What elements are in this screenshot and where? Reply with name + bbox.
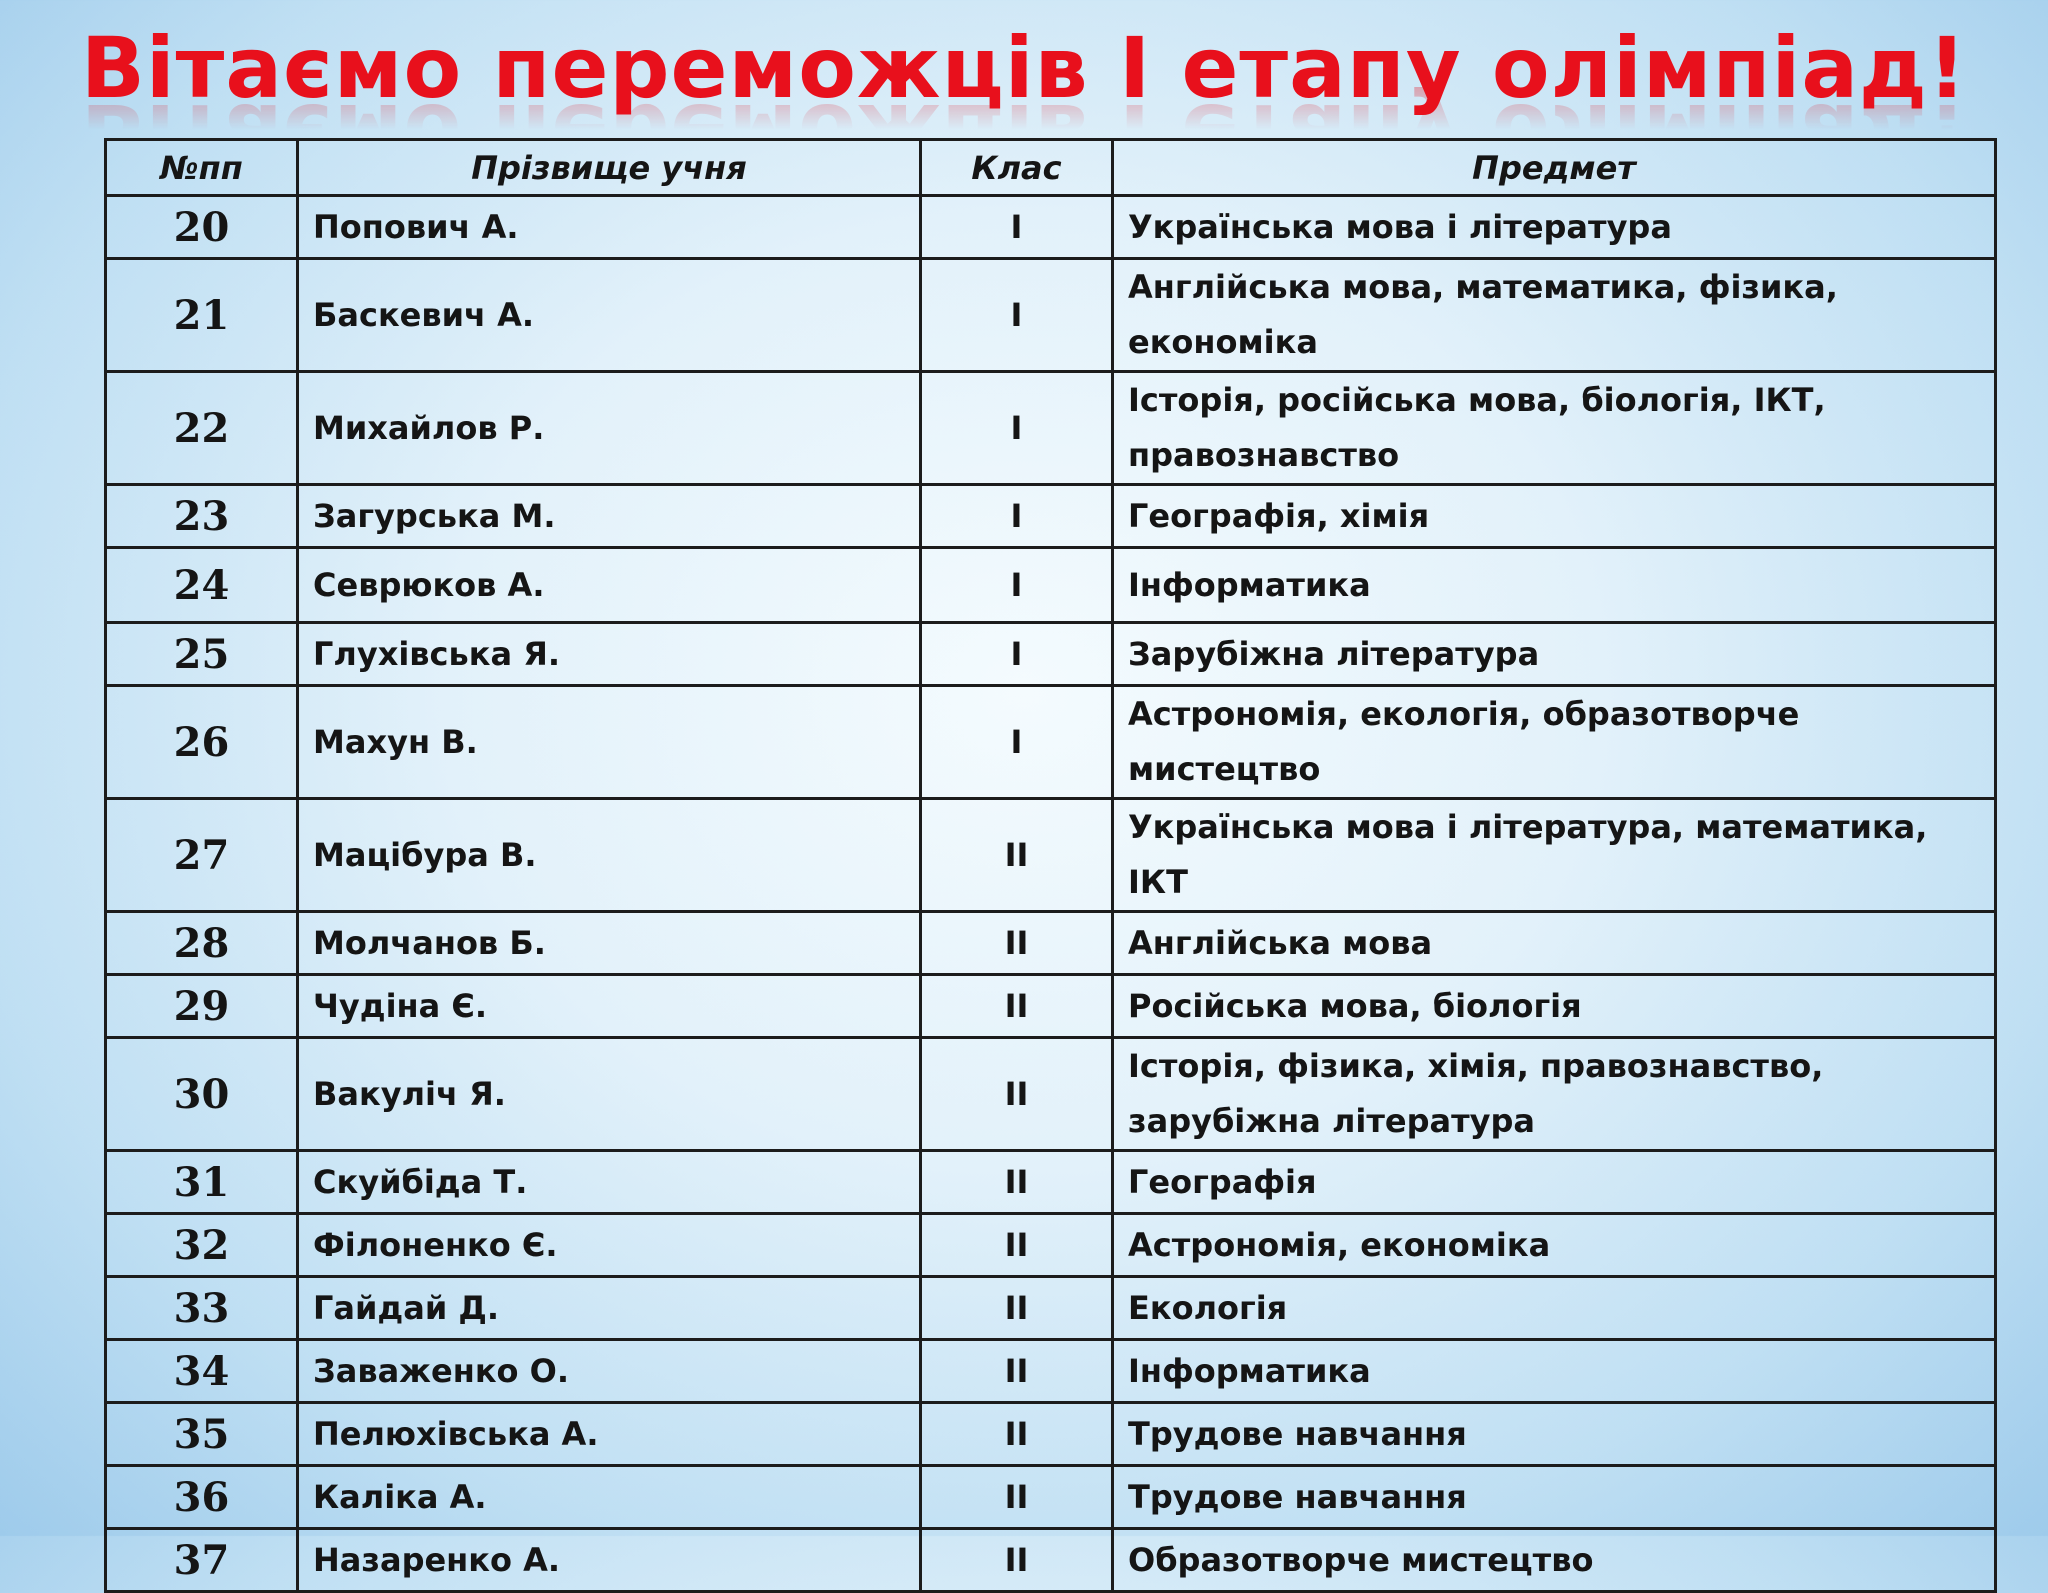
row-number: 32 (106, 1214, 298, 1277)
subject: Образотворче мистецтво (1113, 1529, 1996, 1592)
subject: Географія, хімія (1113, 485, 1996, 548)
student-name: Мацібура В. (298, 799, 921, 912)
subject: Англійська мова, математика, фізика, економіка (1113, 259, 1996, 372)
student-name: Баскевич А. (298, 259, 921, 372)
table-row (106, 1340, 1996, 1403)
table-row (106, 1277, 1996, 1340)
row-number: 34 (106, 1340, 298, 1403)
subject: Екологія (1113, 1277, 1996, 1340)
student-name: Глухівська Я. (298, 623, 921, 686)
table-row (106, 485, 1996, 548)
subject: Географія (1113, 1151, 1996, 1214)
subject: Трудове навчання (1113, 1403, 1996, 1466)
class-level: І (921, 548, 1113, 623)
class-level: ІІ (921, 1529, 1113, 1592)
table-row (106, 1466, 1996, 1529)
class-level: І (921, 686, 1113, 799)
row-number: 37 (106, 1529, 298, 1592)
table-row (106, 196, 1996, 259)
student-name: Пелюхівська А. (298, 1403, 921, 1466)
subject: Астрономія, екологія, образотворче мистецтво (1113, 686, 1996, 799)
row-number: 35 (106, 1403, 298, 1466)
student-name: Махун В. (298, 686, 921, 799)
row-number: 27 (106, 799, 298, 912)
row-number: 28 (106, 912, 298, 975)
table-row (106, 259, 1996, 372)
row-number: 26 (106, 686, 298, 799)
class-level: І (921, 372, 1113, 485)
subject: Українська мова і література (1113, 196, 1996, 259)
student-name: Попович А. (298, 196, 921, 259)
table-row (106, 912, 1996, 975)
header-student-name: Прізвище учня (298, 140, 921, 196)
class-level: ІІ (921, 1214, 1113, 1277)
header-number: №пп (106, 140, 298, 196)
row-number: 23 (106, 485, 298, 548)
class-level: ІІ (921, 975, 1113, 1038)
table-row (106, 975, 1996, 1038)
class-level: І (921, 485, 1113, 548)
row-number: 33 (106, 1277, 298, 1340)
row-number: 20 (106, 196, 298, 259)
subject: Зарубіжна література (1113, 623, 1996, 686)
student-name: Чудіна Є. (298, 975, 921, 1038)
table-header-row (106, 140, 1996, 196)
subject: Історія, російська мова, біологія, ІКТ, правознавство (1113, 372, 1996, 485)
class-level: І (921, 196, 1113, 259)
table-row (106, 1038, 1996, 1151)
row-number: 24 (106, 548, 298, 623)
row-number: 22 (106, 372, 298, 485)
class-level: ІІ (921, 1403, 1113, 1466)
row-number: 30 (106, 1038, 298, 1151)
row-number: 21 (106, 259, 298, 372)
student-name: Севрюков А. (298, 548, 921, 623)
row-number: 36 (106, 1466, 298, 1529)
winners-table (104, 138, 1997, 1593)
table-row (106, 799, 1996, 912)
class-level: І (921, 623, 1113, 686)
table-row (106, 1403, 1996, 1466)
subject: Інформатика (1113, 1340, 1996, 1403)
subject: Історія, фізика, хімія, правознавство, зарубіжна література (1113, 1038, 1996, 1151)
student-name: Михайлов Р. (298, 372, 921, 485)
table-row (106, 548, 1996, 623)
class-level: ІІ (921, 912, 1113, 975)
student-name: Вакуліч Я. (298, 1038, 921, 1151)
table-row (106, 1214, 1996, 1277)
subject: Російська мова, біологія (1113, 975, 1996, 1038)
class-level: ІІ (921, 1038, 1113, 1151)
subject: Трудове навчання (1113, 1466, 1996, 1529)
student-name: Загурська М. (298, 485, 921, 548)
class-level: ІІ (921, 1151, 1113, 1214)
student-name: Каліка А. (298, 1466, 921, 1529)
class-level: І (921, 259, 1113, 372)
class-level: ІІ (921, 799, 1113, 912)
class-level: ІІ (921, 1277, 1113, 1340)
subject: Інформатика (1113, 548, 1996, 623)
slide-title: Вітаємо переможців І етапу олімпіад! (80, 19, 1968, 117)
header-subject: Предмет (1113, 140, 1996, 196)
subject: Українська мова і література, математика, ІКТ (1113, 799, 1996, 912)
table-row (106, 623, 1996, 686)
student-name: Гайдай Д. (298, 1277, 921, 1340)
row-number: 29 (106, 975, 298, 1038)
table-row (106, 1151, 1996, 1214)
table-row (106, 1529, 1996, 1592)
student-name: Заваженко О. (298, 1340, 921, 1403)
table-row (106, 686, 1996, 799)
row-number: 31 (106, 1151, 298, 1214)
student-name: Назаренко А. (298, 1529, 921, 1592)
student-name: Молчанов Б. (298, 912, 921, 975)
row-number: 25 (106, 623, 298, 686)
subject: Астрономія, економіка (1113, 1214, 1996, 1277)
class-level: ІІ (921, 1466, 1113, 1529)
class-level: ІІ (921, 1340, 1113, 1403)
subject: Англійська мова (1113, 912, 1996, 975)
student-name: Філоненко Є. (298, 1214, 921, 1277)
header-class: Клас (921, 140, 1113, 196)
table-row (106, 372, 1996, 485)
student-name: Скуйбіда Т. (298, 1151, 921, 1214)
